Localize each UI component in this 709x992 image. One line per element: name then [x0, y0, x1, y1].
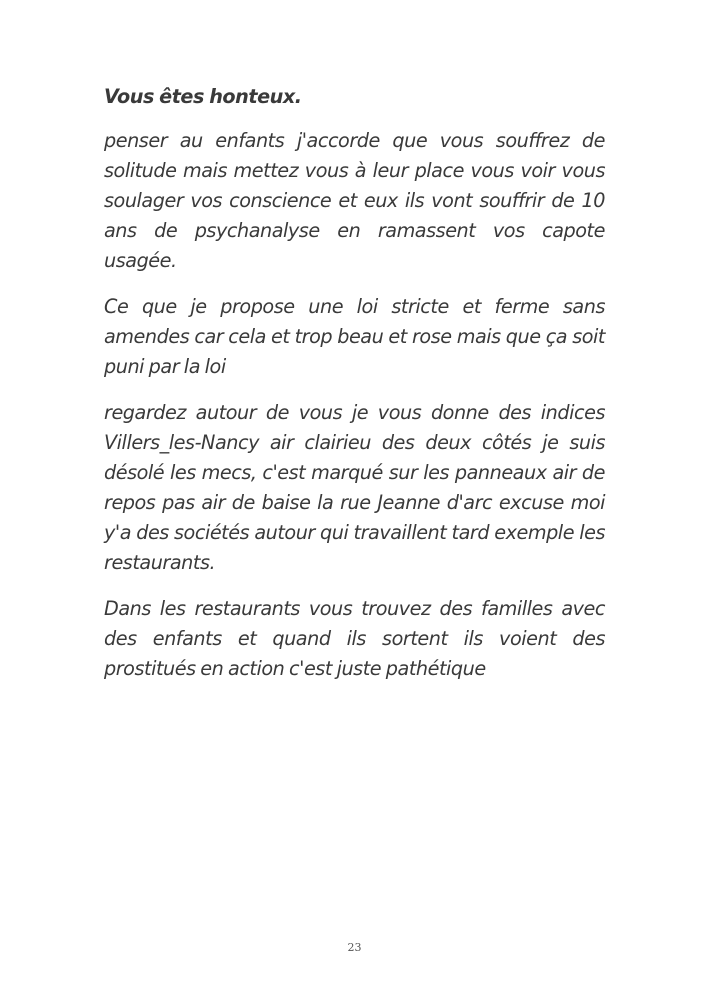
section-heading: Vous êtes honteux. [104, 85, 302, 108]
page-number: 23 [347, 941, 362, 954]
body-paragraph: regardez autour de vous je vous donne des indices Villers_les-Nancy air clairieu des deux côtés je suis désolé les mecs, c'est marqué sur les panneaux air de repos pas air de baise la rue Jeanne d'arc excuse moi y'a des sociétés autour qui travaillent tard exemple les restaurants. [104, 401, 605, 574]
body-paragraph: Ce que je propose une loi stricte et ferme sans amendes car cela et trop beau et rose mais que ça soit puni par la loi [104, 295, 605, 378]
body-paragraph: Dans les restaurants vous trouvez des familles avec des enfants et quand ils sortent ils voient des prostitués en action c'est juste pathétique [104, 597, 605, 680]
page-body [104, 82, 605, 700]
body-paragraph: penser au enfants j'accorde que vous souffrez de solitude mais mettez vous à leur place vous voir vous soulager vos conscience et eux ils vont souffrir de 10 ans de psychanalyse en ramassent vos capote usagée. [104, 129, 605, 272]
